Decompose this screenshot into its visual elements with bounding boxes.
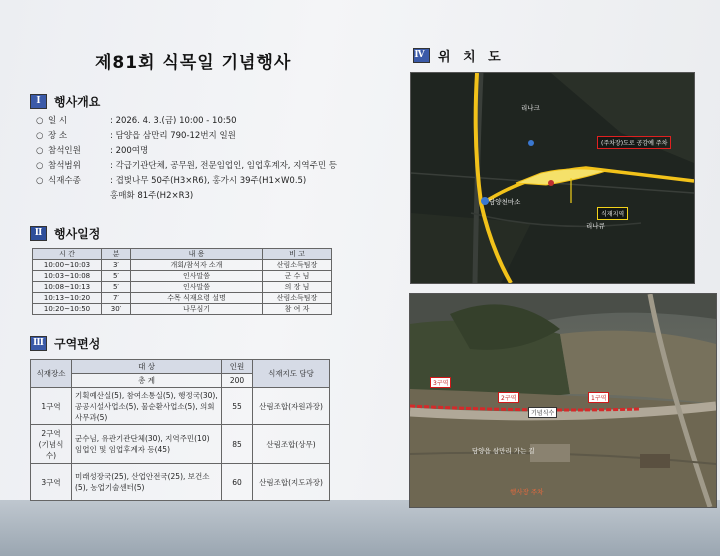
bullet-icon: ○ [36,116,44,126]
section-location-header [413,46,505,65]
location-map [410,72,695,284]
bullet-icon: ○ [36,161,44,171]
aerial-image [410,294,716,507]
total-label: 총 계 [72,374,222,388]
table-row: 10:20~10:50 30′ 나무심기 참 여 자 [33,304,332,315]
table-row: 3구역 미래성장국(25), 산업안전국(25), 보건소(5), 농업기술센터(5) 60 산림조합(지도과장) [31,464,330,501]
list-item: ○ 식재수종 : 겹벚나무 50주(H3×R6), 홍가시 39주(H1×W0.5) [36,174,337,189]
background-shadow [0,500,720,556]
column-header: 시 간 [33,249,102,260]
column-header: 식재지도 담당 [253,360,330,388]
zone-marker: 2구역 [498,392,519,403]
table-row: 10:00~10:03 3′ 개회/참석자 소개 산림소득팀장 [33,260,332,271]
section-number-badge: Ⅳ [413,48,430,63]
list-item: ○ 참석인원 : 200여명 [36,144,337,159]
table-header-row [33,249,332,260]
memorial-marker: 기념식수 [528,407,557,418]
section-number-badge: Ⅰ [30,94,47,109]
section-number-badge: Ⅲ [30,336,47,351]
total-value: 200 [222,374,253,388]
section-title: 구역편성 [54,337,101,351]
table-row: 2구역 (기념식수) 군수님, 유관기관단체(30), 지역주민(10) 임업인 및 임업후계자 등(45) 85 산림조합(상무) [31,425,330,464]
aerial-photo [409,293,717,508]
map-place-label: 리나큐 [586,222,605,230]
zones-table [30,359,330,501]
column-header: 비 고 [263,249,332,260]
column-header: 인원 [222,360,253,374]
list-item: ○ 참석범위 : 각급기관단체, 공무원, 전문임업인, 임업후계자, 지역주민 등 [36,159,337,174]
section-overview-header [30,93,100,110]
planting-area-label: 식재지역 [597,207,628,220]
section-schedule-header [30,225,100,242]
section-title: 행사일정 [54,227,101,241]
column-header: 식재장소 [31,360,72,388]
zone-marker: 1구역 [588,392,609,403]
page-title: 제81회 식목일 기념행사 [95,53,292,73]
column-header: 내 용 [131,249,263,260]
table-row: 10:13~10:20 7′ 수목 식재요령 설명 산림소득팀장 [33,293,332,304]
table-row: 10:03~10:08 5′ 인사말씀 군 수 님 [33,271,332,282]
stage-label: 행사장 주차 [510,488,544,496]
bullet-icon: ○ [36,131,44,141]
schedule-table [32,248,332,315]
map-image [411,73,694,283]
table-row: 1구역 기획예산실(5), 참여소통실(5), 행정국(30), 공공시설사업소(5), 물순환사업소(5), 의회사무과(5) 55 산림조합(자원과장) [31,388,330,425]
map-place-label: 리나크 [521,104,540,112]
column-header: 분 [102,249,131,260]
section-title: 행사개요 [54,95,101,109]
zone-marker: 3구역 [430,377,451,388]
section-title: 위 치 도 [438,50,505,65]
road-label: 담양읍 삼만리 가는 길 [472,447,535,455]
parking-label: (주차장)도로 공감예 주차 [597,136,671,149]
section-zones-header [30,335,100,352]
list-item-continuation: 홍매화 81주(H2×R3) [110,191,194,201]
bullet-icon: ○ [36,176,44,186]
section-number-badge: Ⅱ [30,226,47,241]
column-header: 대 상 [72,360,222,374]
list-item: ○ 일 시 : 2026. 4. 3.(금) 10:00 - 10:50 [36,114,337,129]
table-row: 10:08~10:13 5′ 인사말씀 의 장 님 [33,282,332,293]
map-place-label: 담양천마소 [489,198,521,206]
bullet-icon: ○ [36,146,44,156]
overview-list [36,114,337,204]
table-header-row [31,360,330,374]
list-item: ○ 장 소 : 담양읍 삼만리 790-12번지 일원 [36,129,337,144]
